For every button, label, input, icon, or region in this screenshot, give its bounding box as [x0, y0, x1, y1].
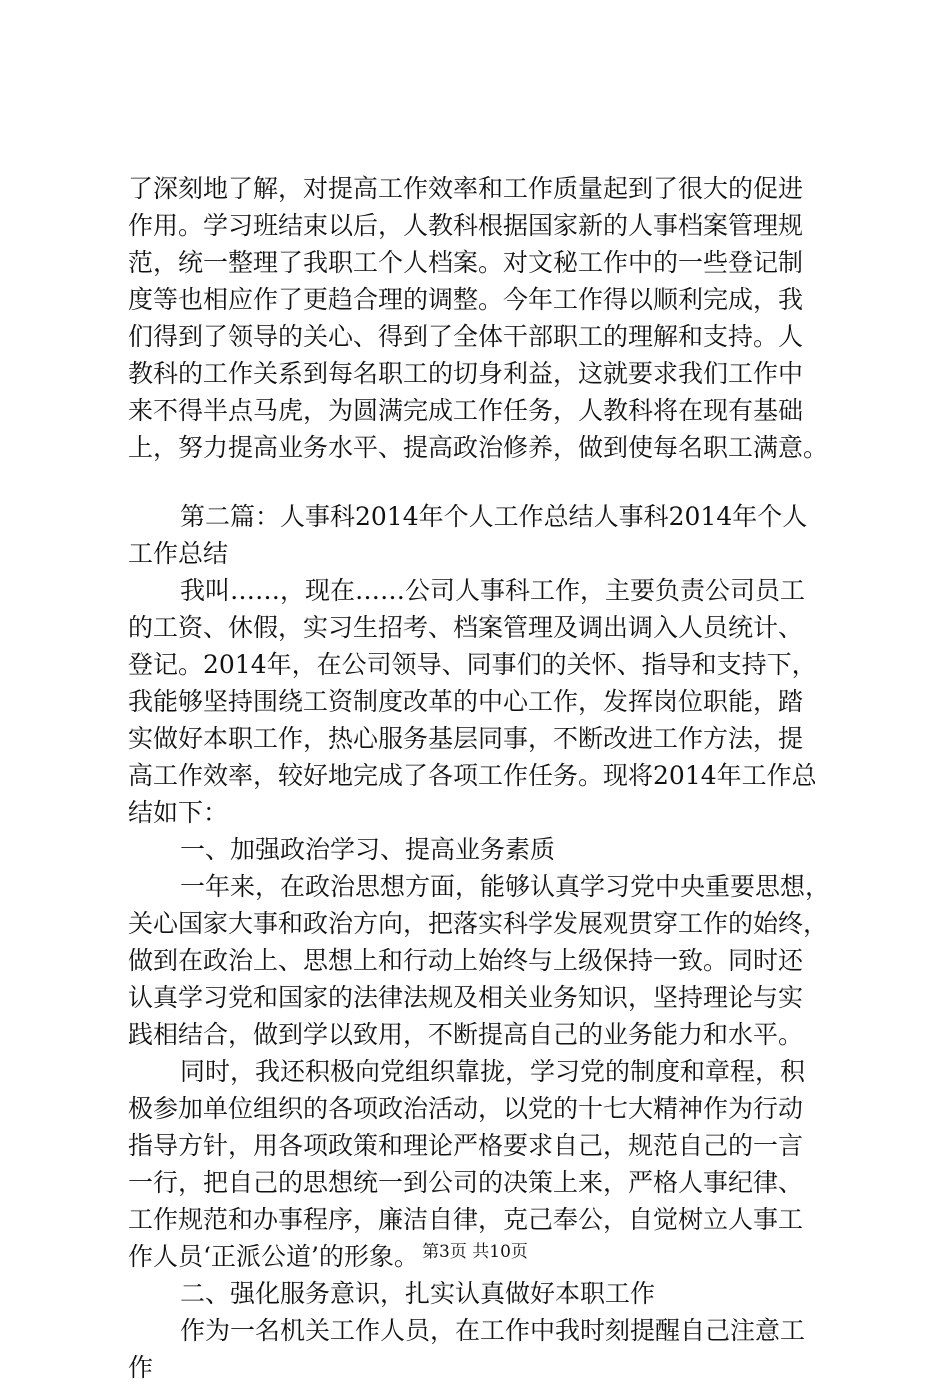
text-line: 实做好本职工作，热心服务基层同事，不断改进工作方法，提 — [128, 724, 804, 753]
title-line: 第二篇：人事科2014年个人工作总结人事科2014年个人 — [180, 502, 808, 531]
text-line: 认真学习党和国家的法律法规及相关业务知识，坚持理论与实 — [128, 983, 804, 1012]
section-title — [128, 498, 844, 572]
text-line: 践相结合，做到学以致用，不断提高自己的业务能力和水平。 — [128, 1020, 804, 1049]
text-line: 上，努力提高业务水平、提高政治修养，做到使每名职工满意。 — [128, 433, 829, 462]
text-line: 了深刻地了解，对提高工作效率和工作质量起到了很大的促进 — [128, 174, 804, 203]
text-line: 极参加单位组织的各项政治活动，以党的十七大精神作为行动 — [128, 1094, 804, 1123]
text-line: 我能够坚持围绕工资制度改革的中心工作，发挥岗位职能，踏 — [128, 687, 804, 716]
text-line: 作用。学习班结束以后，人教科根据国家新的人事档案管理规 — [128, 211, 804, 240]
text-line: 做到在政治上、思想上和行动上始终与上级保持一致。同时还 — [128, 946, 804, 975]
paragraph-service — [128, 1312, 844, 1386]
text-line: 结如下： — [128, 798, 229, 827]
text-line: 作为一名机关工作人员，在工作中我时刻提醒自己注意工 — [180, 1316, 806, 1345]
text-line: 一行，把自己的思想统一到公司的决策上来，严格人事纪律、 — [128, 1168, 804, 1197]
text-line: 作人员‘正派公道’的形象。 — [128, 1242, 419, 1271]
text-line: 一年来，在政治思想方面，能够认真学习党中央重要思想， — [180, 872, 831, 901]
paragraph-politics — [128, 868, 844, 1053]
heading-politics: 一、加强政治学习、提高业务素质 — [180, 835, 556, 864]
paragraph-intro — [128, 572, 844, 831]
text-line: 关心国家大事和政治方向，把落实科学发展观贯穿工作的始终， — [128, 909, 829, 938]
text-line: 的工资、休假，实习生招考、档案管理及调出调入人员统计、 — [128, 613, 804, 642]
document-body — [128, 170, 844, 1386]
text-line: 度等也相应作了更趋合理的调整。今年工作得以顺利完成，我 — [128, 285, 804, 314]
text-line: 指导方针，用各项政策和理论严格要求自己，规范自己的一言 — [128, 1131, 804, 1160]
text-line: 同时，我还积极向党组织靠拢，学习党的制度和章程，积 — [180, 1057, 806, 1086]
text-line: 登记。2014年，在公司领导、同事们的关怀、指导和支持下， — [128, 650, 817, 679]
paragraph-continuation — [128, 170, 844, 466]
text-line: 我叫……，现在……公司人事科工作，主要负责公司员工 — [180, 576, 806, 605]
heading-service: 二、强化服务意识，扎实认真做好本职工作 — [180, 1279, 656, 1308]
text-line: 们得到了领导的关心、得到了全体干部职工的理解和支持。人 — [128, 322, 804, 351]
text-line: 作 — [128, 1353, 154, 1382]
text-line: 来不得半点马虎，为圆满完成工作任务，人教科将在现有基础 — [128, 396, 804, 425]
title-line: 工作总结 — [128, 539, 229, 568]
text-line: 教科的工作关系到每名职工的切身利益，这就要求我们工作中 — [128, 359, 804, 388]
text-line: 工作规范和办事程序，廉洁自律，克己奉公，自觉树立人事工 — [128, 1205, 804, 1234]
spacer — [128, 466, 844, 498]
text-line: 高工作效率，较好地完成了各项工作任务。现将2014年工作总 — [128, 761, 817, 790]
page-number-footer: 第3页 共10页 — [422, 1242, 528, 1262]
text-line: 范，统一整理了我职工个人档案。对文秘工作中的一些登记制 — [128, 248, 804, 277]
